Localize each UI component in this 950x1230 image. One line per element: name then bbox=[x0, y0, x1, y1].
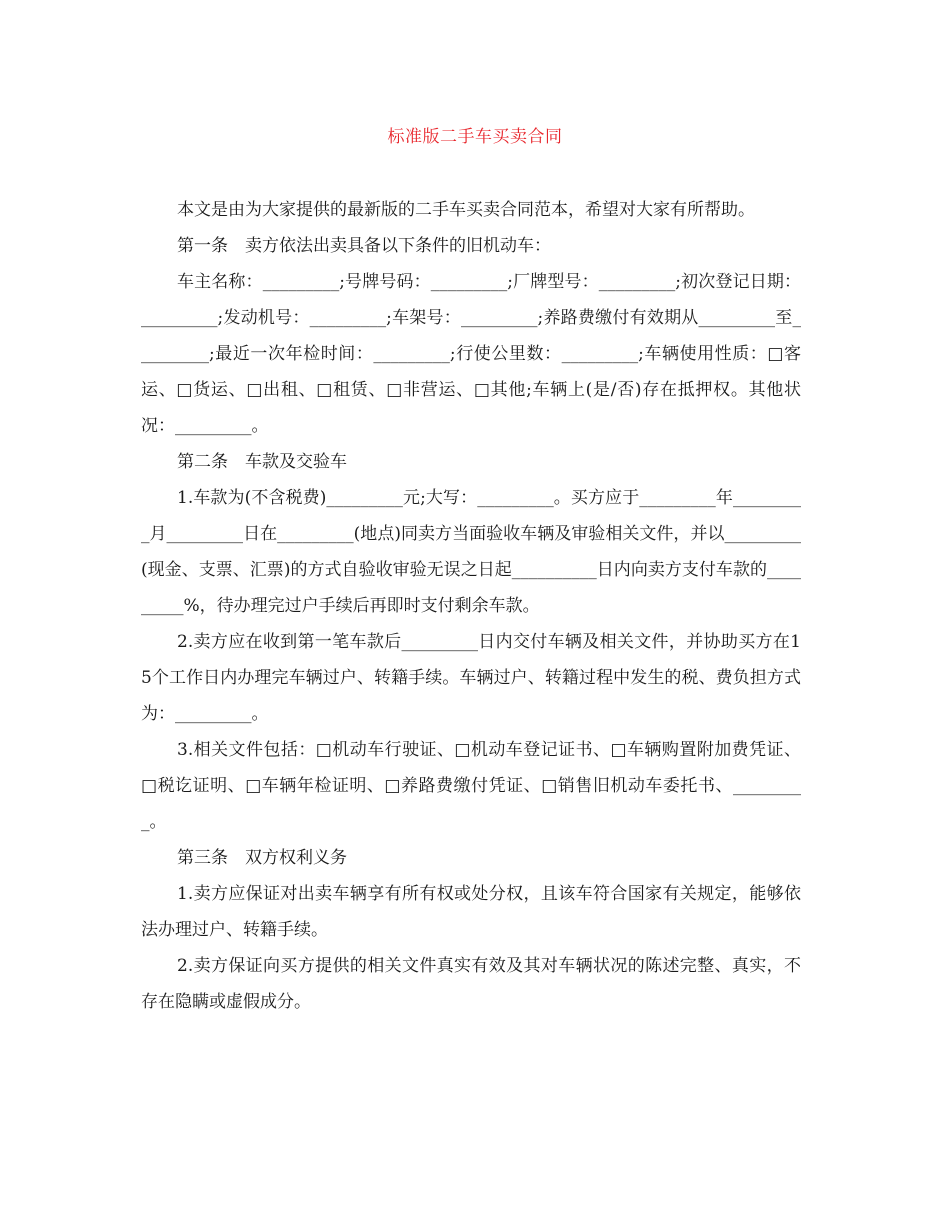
article-2-heading: 第二条 车款及交验车 bbox=[177, 452, 347, 472]
article-3-clause-1: 1.卖方应保证对出卖车辆享有所有权或处分权，且该车符合国家有关规定，能够依法办理过户、转籍手续。 bbox=[141, 884, 801, 940]
article-2-clause-1: 1.车款为(不含税费)_________元;大写：_________。买方应于_________年_________月_________日在_________(地点)同卖方当面验收车辆及审验相关文件，并以_________(现金、支票、汇票)的方式自验收审验无误之日起__________日内向卖方支付车款的_________%，待办理完过户手续后再即时支付剩余车款。 bbox=[141, 488, 801, 616]
article-1-vehicle-info: 车主名称：_________;号牌号码：_________;厂牌型号：_________;初次登记日期：_________;发动机号：_________;车架号：_________;养路费缴付有效期从_________至_________;最近一次年检时间：_________;行使公里数：_________;车辆使用性质：□客运、□货运、□出租、□租赁、□非营运、□其他;车辆上(是/否)存在抵押权。其他状况：_________。 bbox=[141, 272, 801, 436]
intro-paragraph: 本文是由为大家提供的最新版的二手车买卖合同范本，希望对大家有所帮助。 bbox=[177, 200, 755, 220]
article-2-clause-3: 3.相关文件包括：□机动车行驶证、□机动车登记证书、□车辆购置附加费凭证、□税讫证明、□车辆年检证明、□养路费缴付凭证、□销售旧机动车委托书、_________。 bbox=[141, 740, 801, 832]
article-3-clause-2: 2.卖方保证向买方提供的相关文件真实有效及其对车辆状况的陈述完整、真实，不存在隐瞒或虚假成分。 bbox=[141, 956, 801, 1012]
article-2-clause-2: 2.卖方应在收到第一笔车款后_________日内交付车辆及相关文件，并协助买方在15个工作日内办理完车辆过户、转籍手续。车辆过户、转籍过程中发生的税、费负担方式为：_________。 bbox=[141, 632, 801, 724]
document-body bbox=[141, 192, 801, 1020]
document-title: 标准版二手车买卖合同 bbox=[387, 127, 563, 147]
article-3-heading: 第三条 双方权利义务 bbox=[177, 848, 347, 868]
article-1-heading: 第一条 卖方依法出卖具备以下条件的旧机动车： bbox=[177, 236, 551, 256]
